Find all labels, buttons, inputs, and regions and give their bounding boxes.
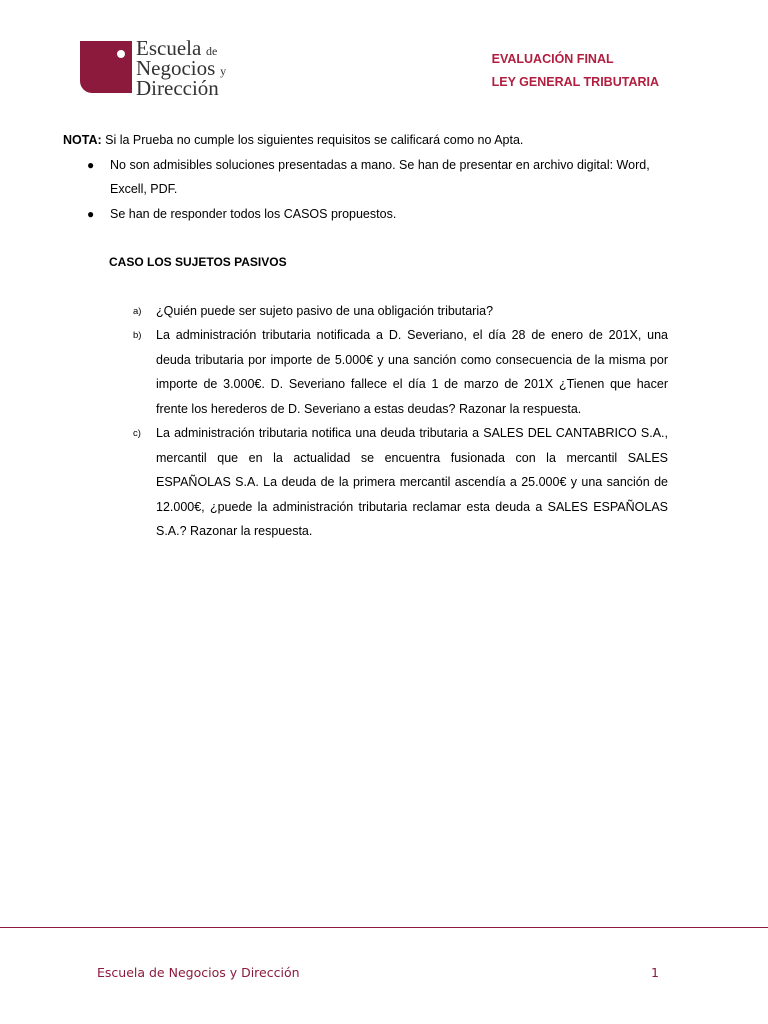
footer-school-name: Escuela de Negocios y Dirección [97, 965, 300, 980]
question-label: b) [133, 330, 142, 341]
bullet-icon: ● [87, 206, 95, 221]
logo-mark [80, 41, 132, 93]
list-item-text: Se han de responder todos los CASOS propuestos. [110, 206, 397, 221]
question-text: La administración tributaria notifica una deuda tributaria a SALES DEL CANTABRICO S.A., mercantil que en la actualidad se encuentra fusionada con la mercantil SALES ESPAÑOLAS S.A. La deuda de la primera mercantil ascendía a 25.000€ y una sanción de 12.000€, ¿puede la administración tributaria reclamar esta deuda a SALES ESPAÑOLAS S.A.? Razonar la respuesta. [156, 426, 668, 538]
question-item [63, 421, 668, 544]
logo-line1-suffix: de [206, 44, 218, 58]
document-body [63, 128, 668, 544]
logo-line2: Negocios [136, 56, 216, 80]
logo-line2-suffix: y [220, 64, 227, 78]
logo-line3: Dirección [136, 76, 219, 100]
question-label: a) [133, 305, 142, 317]
page-number: 1 [651, 965, 659, 980]
nota-paragraph [63, 128, 668, 153]
list-item [63, 202, 668, 227]
case-title: CASO LOS SUJETOS PASIVOS [109, 255, 287, 269]
nota-text: Si la Prueba no cumple los siguientes requisitos se calificará como no Apta. [101, 133, 524, 147]
question-text: La administración tributaria notificada a D. Severiano, el día 28 de enero de 201X, una deuda tributaria por importe de 5.000€ y una sanción como consecuencia de la misma por importe de 3.000€. D. Severiano fallece el día 1 de marzo de 201X ¿Tienen que hacer frente los herederos de D. Severiano a estas deudas? Razonar la respuesta. [156, 328, 668, 416]
logo-line1: Escuela [136, 36, 202, 60]
nota-label: NOTA: [63, 133, 102, 147]
footer-divider [0, 927, 768, 928]
list-item [63, 153, 668, 202]
logo [80, 36, 255, 100]
logo-wordmark [136, 36, 227, 100]
bullet-icon: ● [87, 157, 95, 172]
question-text: ¿Quién puede ser sujeto pasivo de una obligación tributaria? [156, 303, 494, 318]
header-title-line1: EVALUACIÓN FINAL [491, 52, 614, 66]
requirements-list [63, 153, 668, 227]
question-label: c) [133, 428, 141, 439]
logo-dot [117, 50, 125, 58]
document-header-title [492, 48, 659, 94]
header-title-line2: LEY GENERAL TRIBUTARIA [491, 75, 659, 89]
question-item [63, 323, 668, 421]
question-item [63, 299, 668, 324]
questions-list [63, 299, 668, 544]
list-item-text: No son admisibles soluciones presentadas a mano. Se han de presentar en archivo digital: Word, Excell, PDF. [110, 157, 650, 196]
